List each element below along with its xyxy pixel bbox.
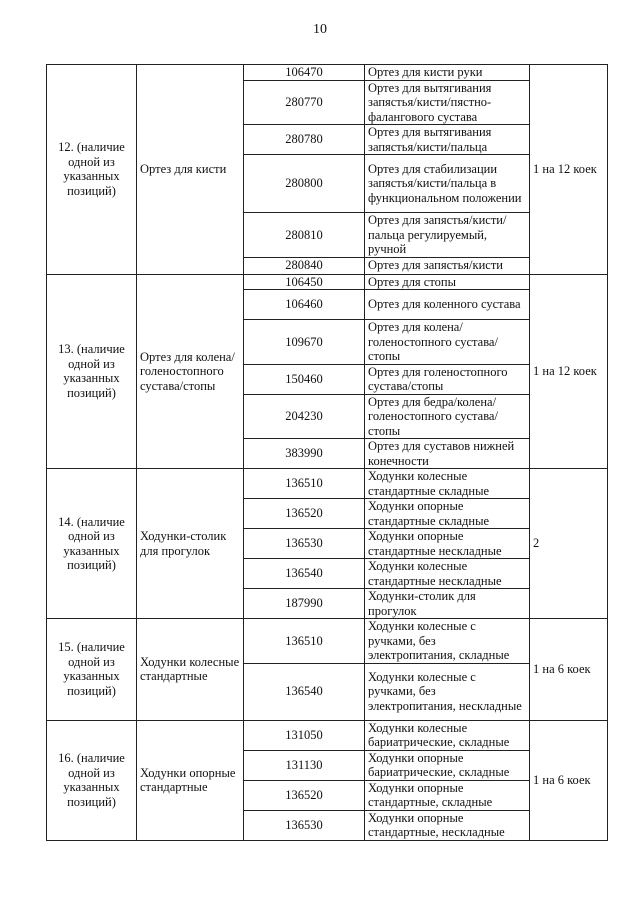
item-code: 136540: [244, 559, 365, 589]
item-name: Ортез для суставов нижней конечности: [365, 439, 530, 469]
item-name: Ортез для запястья/кисти: [365, 257, 530, 274]
group-name: Ходунки колесные стандартные: [137, 619, 244, 721]
table-row: [47, 619, 608, 664]
group-number: 12. (наличие одной из указанных позиций): [47, 65, 137, 275]
group-number: 15. (наличие одной из указанных позиций): [47, 619, 137, 721]
item-code: 280840: [244, 257, 365, 274]
table-row: [47, 720, 608, 750]
item-code: 136540: [244, 663, 365, 720]
group-quantity: 1 на 6 коек: [530, 720, 608, 840]
item-code: 280800: [244, 155, 365, 213]
item-name: Ходунки опорные стандартные нескладные: [365, 529, 530, 559]
group-name: Ортез для кисти: [137, 65, 244, 275]
item-code: 109670: [244, 320, 365, 365]
item-name: Ходунки колесные с ручками, без электропитания, нескладные: [365, 663, 530, 720]
equipment-table: [46, 64, 608, 841]
item-code: 280810: [244, 213, 365, 258]
item-code: 280780: [244, 125, 365, 155]
table-body: [47, 65, 608, 841]
item-name: Ортез для вытягивания запястья/кисти/пальца: [365, 125, 530, 155]
item-code: 280770: [244, 80, 365, 125]
group-quantity: 1 на 6 коек: [530, 619, 608, 721]
group-quantity: 1 на 12 коек: [530, 274, 608, 469]
item-code: 187990: [244, 589, 365, 619]
item-name: Ортез для бедра/колена/ голеностопного сустава/ стопы: [365, 394, 530, 439]
item-code: 131130: [244, 750, 365, 780]
item-code: 106460: [244, 290, 365, 320]
group-name: Ортез для колена/голеностопного сустава/стопы: [137, 274, 244, 469]
item-code: 136520: [244, 780, 365, 810]
item-name: Ходунки колесные стандартные нескладные: [365, 559, 530, 589]
group-number: 13. (наличие одной из указанных позиций): [47, 274, 137, 469]
item-name: Ортез для запястья/кисти/пальца регулируемый, ручной: [365, 213, 530, 258]
item-name: Ортез для голеностопного сустава/стопы: [365, 364, 530, 394]
group-quantity: 1 на 12 коек: [530, 65, 608, 275]
item-name: Ортез для стабилизации запястья/кисти/пальца в функциональном положении: [365, 155, 530, 213]
item-code: 106450: [244, 274, 365, 290]
item-name: Ортез для колена/голеностопного сустава/стопы: [365, 320, 530, 365]
table-row: [47, 274, 608, 290]
group-quantity: 2: [530, 469, 608, 619]
group-name: Ходунки-столик для прогулок: [137, 469, 244, 619]
group-number: 14. (наличие одной из указанных позиций): [47, 469, 137, 619]
item-name: Ходунки опорные стандартные, складные: [365, 780, 530, 810]
table-row: [47, 469, 608, 499]
page-number: 10: [313, 22, 327, 37]
item-code: 136530: [244, 810, 365, 840]
item-name: Ходунки колесные с ручками, без электропитания, складные: [365, 619, 530, 664]
item-name: Ходунки опорные стандартные, нескладные: [365, 810, 530, 840]
item-code: 131050: [244, 720, 365, 750]
item-name: Ходунки колесные бариатрические, складные: [365, 720, 530, 750]
group-number: 16. (наличие одной из указанных позиций): [47, 720, 137, 840]
item-code: 136510: [244, 619, 365, 664]
item-name: Ортез для кисти руки: [365, 65, 530, 81]
item-code: 136530: [244, 529, 365, 559]
item-name: Ходунки-столик для прогулок: [365, 589, 530, 619]
item-code: 383990: [244, 439, 365, 469]
item-code: 204230: [244, 394, 365, 439]
item-code: 136520: [244, 499, 365, 529]
item-name: Ходунки опорные бариатрические, складные: [365, 750, 530, 780]
item-name: Ходунки опорные стандартные складные: [365, 499, 530, 529]
group-name: Ходунки опорные стандартные: [137, 720, 244, 840]
item-name: Ортез для вытягивания запястья/кисти/пястно-фалангового сустава: [365, 80, 530, 125]
item-code: 136510: [244, 469, 365, 499]
item-name: Ортез для коленного сустава: [365, 290, 530, 320]
item-code: 150460: [244, 364, 365, 394]
item-code: 106470: [244, 65, 365, 81]
item-name: Ортез для стопы: [365, 274, 530, 290]
item-name: Ходунки колесные стандартные складные: [365, 469, 530, 499]
table-row: [47, 65, 608, 81]
